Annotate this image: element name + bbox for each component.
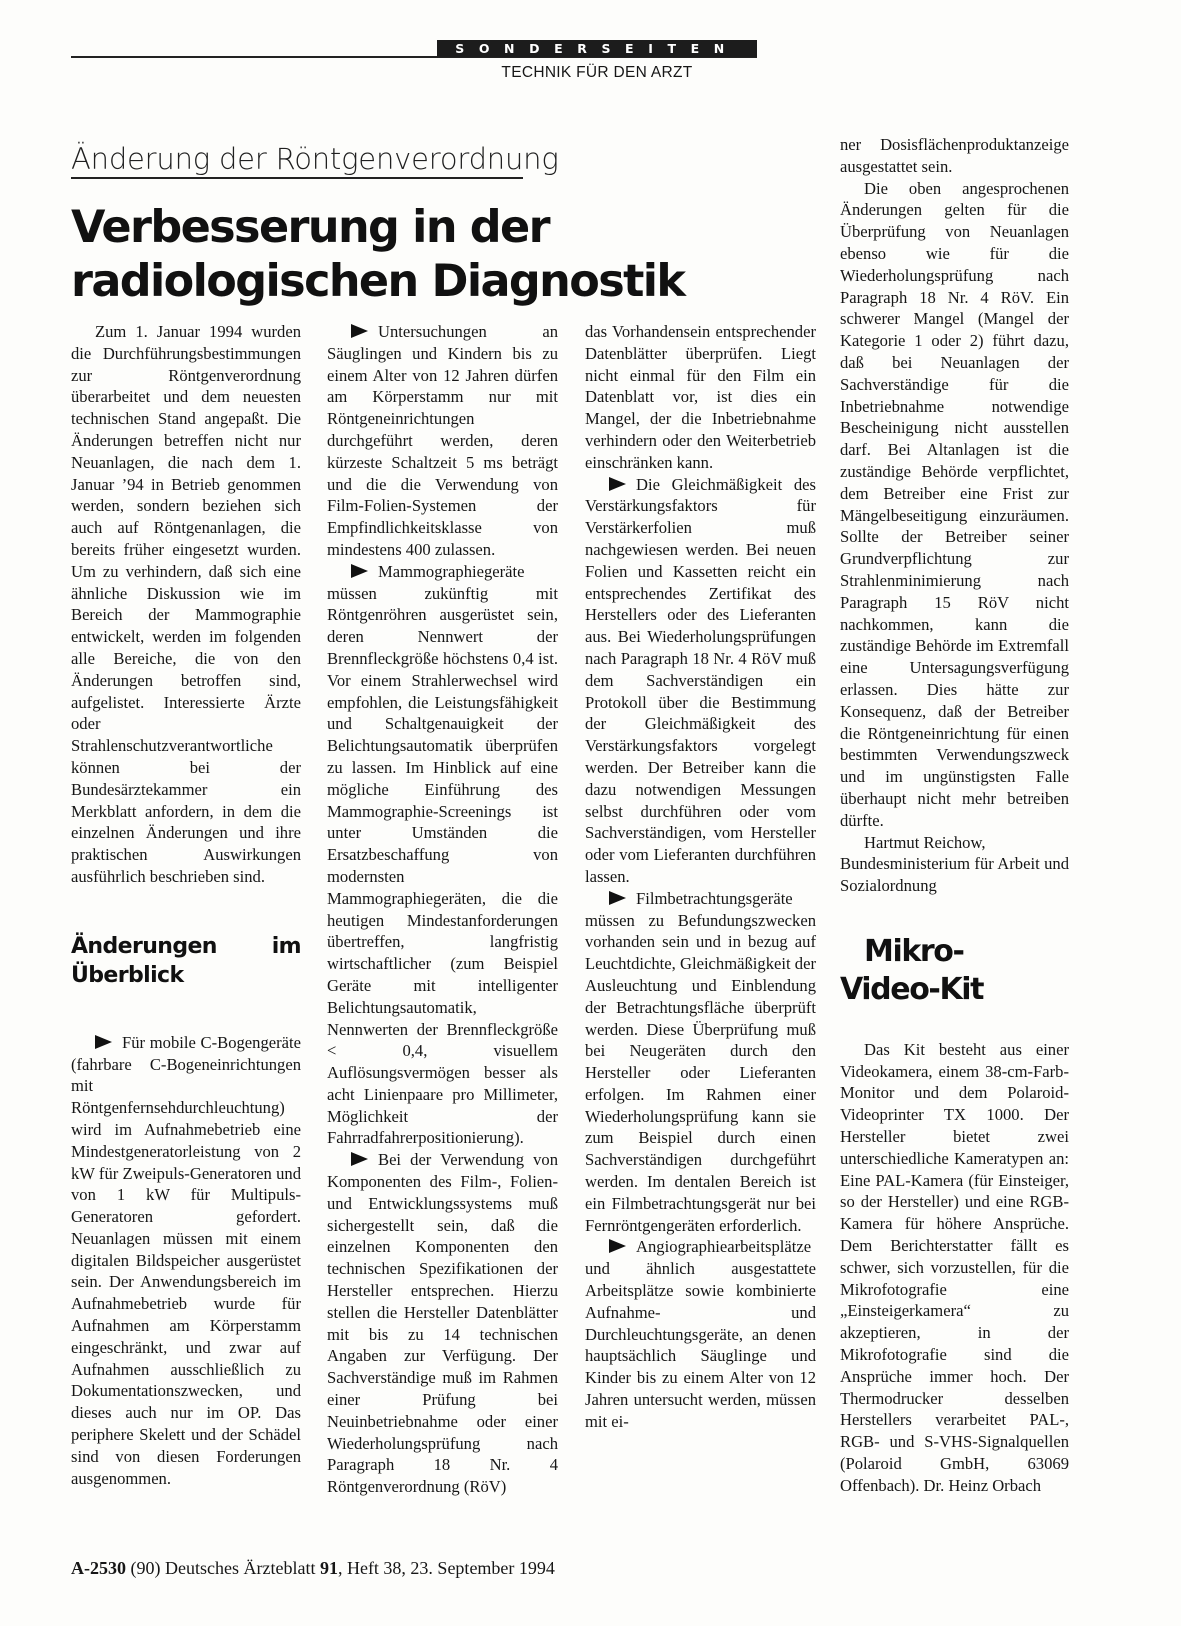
column-4 (840, 134, 1069, 1497)
section-label: SONDERSEITEN (437, 40, 757, 57)
author-name: Hartmut Reichow, (864, 832, 986, 852)
column-2 (327, 321, 558, 1498)
bullet-triangle-icon (609, 1239, 626, 1253)
bullet-triangle-icon (609, 891, 626, 905)
section-subheading: Änderungen im Überblick (71, 933, 301, 988)
issue-info: , Heft 38, 23. September 1994 (337, 1558, 555, 1578)
author-affiliation: Bundesministerium für Arbeit und Sozialordnung (840, 854, 1069, 896)
body-paragraph: Untersuchungen an Säuglingen und Kindern bis zu einem Alter von 12 Jahren dürfen am Körperstamm nur mit Röntgeneinrichtungen durchgeführt werden, deren kürzeste Schaltzeit 5 ms beträgt und die die Verwendung von Film-Folien-Systemen der Empfindlichkeitsklasse von mindestens 400 zulassen. (327, 322, 558, 559)
body-paragraph: Für mobile C-Bogengeräte (fahrbare C-Bogeneinrichtungen mit Röntgenfernsehdurchleuchtung) wird im Aufnahmebetrieb eine Mindestgeneratorleistung von 2 kW für Zweipuls-Generatoren und von 1 kW für Multipuls-Generatoren gefordert. Neuanlagen müssen mit einem digitalen Bildspeicher ausgerüstet sein. Der Anwendungsbereich im Aufnahmebetrieb wurde für Aufnahmen am Körperstamm eingeschränkt, und zwar auf Aufnahmen ausschließlich zu Dokumentationszwecken, und dieses auch nur im OP. Das periphere Skelett und der Schädel sind von diesen Forderungen ausgenommen. (71, 1032, 301, 1488)
section-subtitle: TECHNIK FÜR DEN ARZT (501, 64, 693, 81)
bullet-triangle-icon (351, 564, 368, 578)
bullet-triangle-icon (351, 324, 368, 338)
article-headline: Verbesserung in der radiologischen Diagnostik (71, 202, 685, 307)
bullet-triangle-icon (351, 1152, 368, 1166)
body-paragraph: Mammographiegeräte müssen zukünftig mit Röntgenröhren ausgerüstet sein, deren Nennwert der Brennfleckgröße höchstens 0,4 ist. Vor einem Strahlerwechsel wird empfohlen, die Leistungsfähigkeit und Schaltgenauigkeit der Belichtungsautomatik überprüfen zu lassen. Im Hinblick auf eine mögliche Einführung des Mammographie-Screenings ist unter Umständen die Ersatzbeschaffung von modernsten Mammographiegeräten, die die heutigen Mindestanforderungen übertreffen, langfristig wirtschaftlicher (zum Beispiel Geräte mit intelligenter Belichtungsautomatik, Nennwerten der Brennfleckgröße < 0,4, visuellem Auflösungsvermögen besser als acht Linienpaare pro Millimeter, Möglichkeit der Fahrradfahrerpositionierung). (327, 561, 558, 1148)
body-paragraph: Die oben angesprochenen Änderungen gelten für die Überprüfung von Neuanlagen ebenso wie für die Wiederholungsprüfung nach Paragraph 18 Nr. 4 RöV. Ein schwerer Mangel (Mangel der Kategorie 1 oder 2) führt dazu, daß bei Neuanlagen der Sachverständige für die Inbetriebnahme notwendige Bescheinigung nicht ausstellen darf. Bei Altanlagen ist die zuständige Behörde verpflichtet, dem Betreiber eine Frist zur Mängelbeseitigung einzuräumen. Sollte der Betreiber seiner Grundverpflichtung zur Strahlenminimierung nach Paragraph 15 RöV nicht nachkommen, kann die zuständige Behörde im Extremfall eine Untersagungsverfügung erlassen. Dies hätte zur Konsequenz, daß der Betreiber die Röntgeneinrichtung für einen bestimmten Verwendungszweck und im ungünstigsten Falle überhaupt nicht mehr betreiben dürfte. (840, 178, 1069, 830)
volume-number: 91 (319, 1558, 338, 1578)
column-3 (585, 321, 816, 1433)
body-paragraph: Angiographiearbeitsplätze und ähnlich ausgestattete Arbeitsplätze sowie kombinierte Aufnahme- und Durchleuchtungsgeräte, an denen hauptsächlich Säuglinge und Kinder bis zu einem Alter von 12 Jahren untersucht werden, müssen mit ei- (585, 1237, 816, 1431)
kicker-underline (71, 177, 523, 179)
body-paragraph: das Vorhandensein entsprechender Datenblätter überprüfen. Liegt nicht einmal für den Film ein Datenblatt vor, ist dies ein Mangel, der die Inbetriebnahme verhindern oder den Weiterbetrieb einschränken kann. (585, 322, 816, 472)
bullet-triangle-icon (609, 477, 626, 491)
intro-paragraph: Zum 1. Januar 1994 wurden die Durchführungsbestimmungen zur Röntgenverordnung überarbeitet und dem neuesten technischen Stand angepaßt. Die Änderungen betreffen nicht nur Neuanlagen, die nach dem 1. Januar ’94 in Betrieb genommen werden, sondern beziehen sich auch auf Röntgenanlagen, die bereits früher eingesetzt wurden. Um zu verhindern, daß sich eine ähnliche Diskussion wie im Bereich der Mammographie entwickelt, werden im folgenden alle Bereiche, die von den Änderungen betroffen sind, aufgelistet. Interessierte Ärzte oder Strahlenschutzverantwortliche können bei der Bundesärztekammer ein Merkblatt anfordern, in dem die einzelnen Änderungen und ihre praktischen Auswirkungen ausführlich beschrieben sind. (71, 322, 301, 886)
journal-name: Deutsches Ärzteblatt (165, 1558, 316, 1578)
page-footer (71, 1558, 555, 1579)
page-number: A-2530 (71, 1558, 126, 1578)
article-kicker: Änderung der Röntgenverordnung (71, 142, 559, 176)
body-paragraph: Filmbetrachtungsgeräte müssen zu Befundungszwecken vorhanden sein und in bezug auf Leuchtdichte, Gleichmäßigkeit der Ausleuchtung und Einblendung der Betrachtungsfläche überprüft werden. Diese Überprüfung muß bei Neugeräten durch den Hersteller oder Lieferanten erfolgen. Im Rahmen einer Wiederholungsprüfung kann sie zum Beispiel durch einen Sachverständigen durchgeführt werden. Im dentalen Bereich ist ein Filmbetrachtungsgerät nur bei Fernröntgengeräten erforderlich. (585, 888, 816, 1235)
body-paragraph: Bei der Verwendung von Komponenten des Film-, Folien- und Entwicklungssystems muß sichergestellt sein, daß die einzelnen Komponenten den technischen Spezifikationen der Hersteller entsprechen. Hierzu stellen die Hersteller Datenblätter mit bis zu 14 technischen Angaben zur Verfügung. Der Sachverständige muß im Rahmen einer Prüfung bei Neuinbetriebnahme oder einer Wiederholungsprüfung nach Paragraph 18 Nr. 4 Röntgenverordnung (RöV) (327, 1150, 558, 1497)
sidebar-body: Das Kit besteht aus einer Videokamera, einem 38-cm-Farb-Monitor und dem Polaroid-Videoprinter TX 1000. Der Hersteller bietet zwei unterschiedliche Kameratypen an: Eine PAL-Kamera (für Einsteiger, so der Hersteller) und eine RGB-Kamera für höhere Ansprüche. Dem Berichterstatter fällt es schwer, sich vorzustellen, für die Mikrofotografie eine „Einsteigerkamera“ zu akzeptieren, in der Mikrofotografie sind die Ansprüche immer hoch. Der Thermodrucker desselben Herstellers verarbeitet PAL-, RGB- und S-VHS-Signalquellen (Polaroid GmbH, 63069 Offenbach). Dr. Heinz Orbach (840, 1039, 1069, 1495)
bullet-triangle-icon (95, 1035, 112, 1049)
body-paragraph: ner Dosisflächenproduktanzeige ausgestattet sein. (840, 135, 1069, 176)
sidebar-headline: Mikro-Video-Kit (840, 933, 984, 1007)
issue-page: (90) (130, 1558, 161, 1578)
column-1 (71, 321, 301, 1489)
body-paragraph: Die Gleichmäßigkeit des Verstärkungsfaktors für Verstärkerfolien muß nachgewiesen werden. Bei neuen Folien und Kassetten reicht ein entsprechendes Zertifikat des Herstellers oder des Lieferanten aus. Bei Wiederholungsprüfungen nach Paragraph 18 Nr. 4 RöV muß dem Sachverständigen ein Protokoll über die Bestimmung der Gleichmäßigkeit des Verstärkungsfaktors vorgelegt werden. Der Betreiber kann die dazu notwendigen Messungen selbst durchführen oder vom Sachverständigen, vom Hersteller oder vom Lieferanten durchführen lassen. (585, 474, 816, 886)
